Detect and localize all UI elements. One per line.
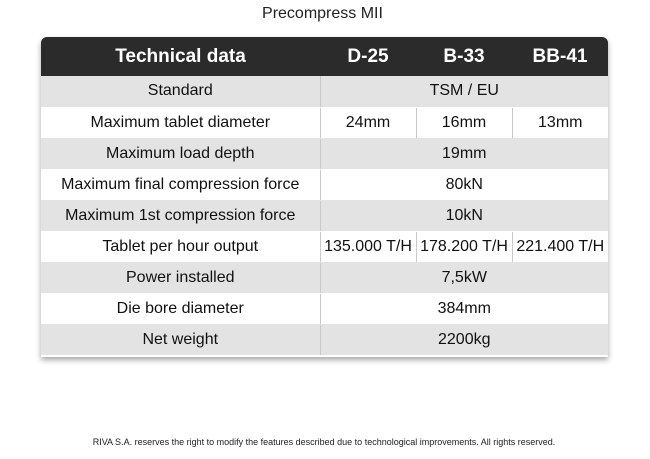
page-title: Precompress MII [262, 5, 383, 22]
row-value-max-load-depth: 19mm [320, 138, 608, 169]
row-label-net-weight: Net weight [41, 324, 320, 355]
header-technical-data: Technical data [115, 45, 246, 67]
row-label-tablet-per-hour-output: Tablet per hour output [41, 231, 320, 262]
table-row [41, 169, 608, 200]
row-label-max-final-compression-force: Maximum final compression force [41, 169, 320, 200]
row-value-max-final-compression-force: 80kN [320, 169, 608, 200]
table-row [41, 138, 608, 169]
row-value-bb41: 13mm [512, 107, 608, 138]
table-row [41, 262, 608, 293]
table-row [41, 200, 608, 231]
header-model-d25: D-25 [347, 45, 389, 67]
header-model-b33: B-33 [443, 45, 485, 67]
row-value-net-weight: 2200kg [320, 324, 608, 355]
row-label-max-1st-compression-force: Maximum 1st compression force [41, 200, 320, 231]
row-label-power-installed: Power installed [41, 262, 320, 293]
row-value-bb41: 221.400 T/H [512, 231, 608, 262]
row-label-standard: Standard [41, 76, 320, 107]
row-value-power-installed: 7,5kW [320, 262, 608, 293]
row-value-die-bore-diameter: 384mm [320, 293, 608, 324]
row-value-b33: 16mm [416, 107, 512, 138]
header-model-bb41: BB-41 [532, 45, 588, 67]
row-value-max-1st-compression-force: 10kN [320, 200, 608, 231]
table-row [41, 107, 608, 138]
row-label-die-bore-diameter: Die bore diameter [41, 293, 320, 324]
table-row [41, 324, 608, 355]
table-row [41, 231, 608, 262]
row-value-b33: 178.200 T/H [416, 231, 512, 262]
table-row [41, 76, 608, 107]
footnote-disclaimer: RIVA S.A. reserves the right to modify the features described due to technological improvements. All rights reserved. [92, 437, 556, 447]
technical-data-table [41, 37, 608, 357]
row-value-d25: 24mm [320, 107, 416, 138]
table-header-row [41, 37, 608, 76]
row-label-max-load-depth: Maximum load depth [41, 138, 320, 169]
table-row [41, 293, 608, 324]
row-label-max-tablet-diameter: Maximum tablet diameter [41, 107, 320, 138]
row-value-standard: TSM / EU [320, 76, 608, 107]
row-value-d25: 135.000 T/H [320, 231, 416, 262]
